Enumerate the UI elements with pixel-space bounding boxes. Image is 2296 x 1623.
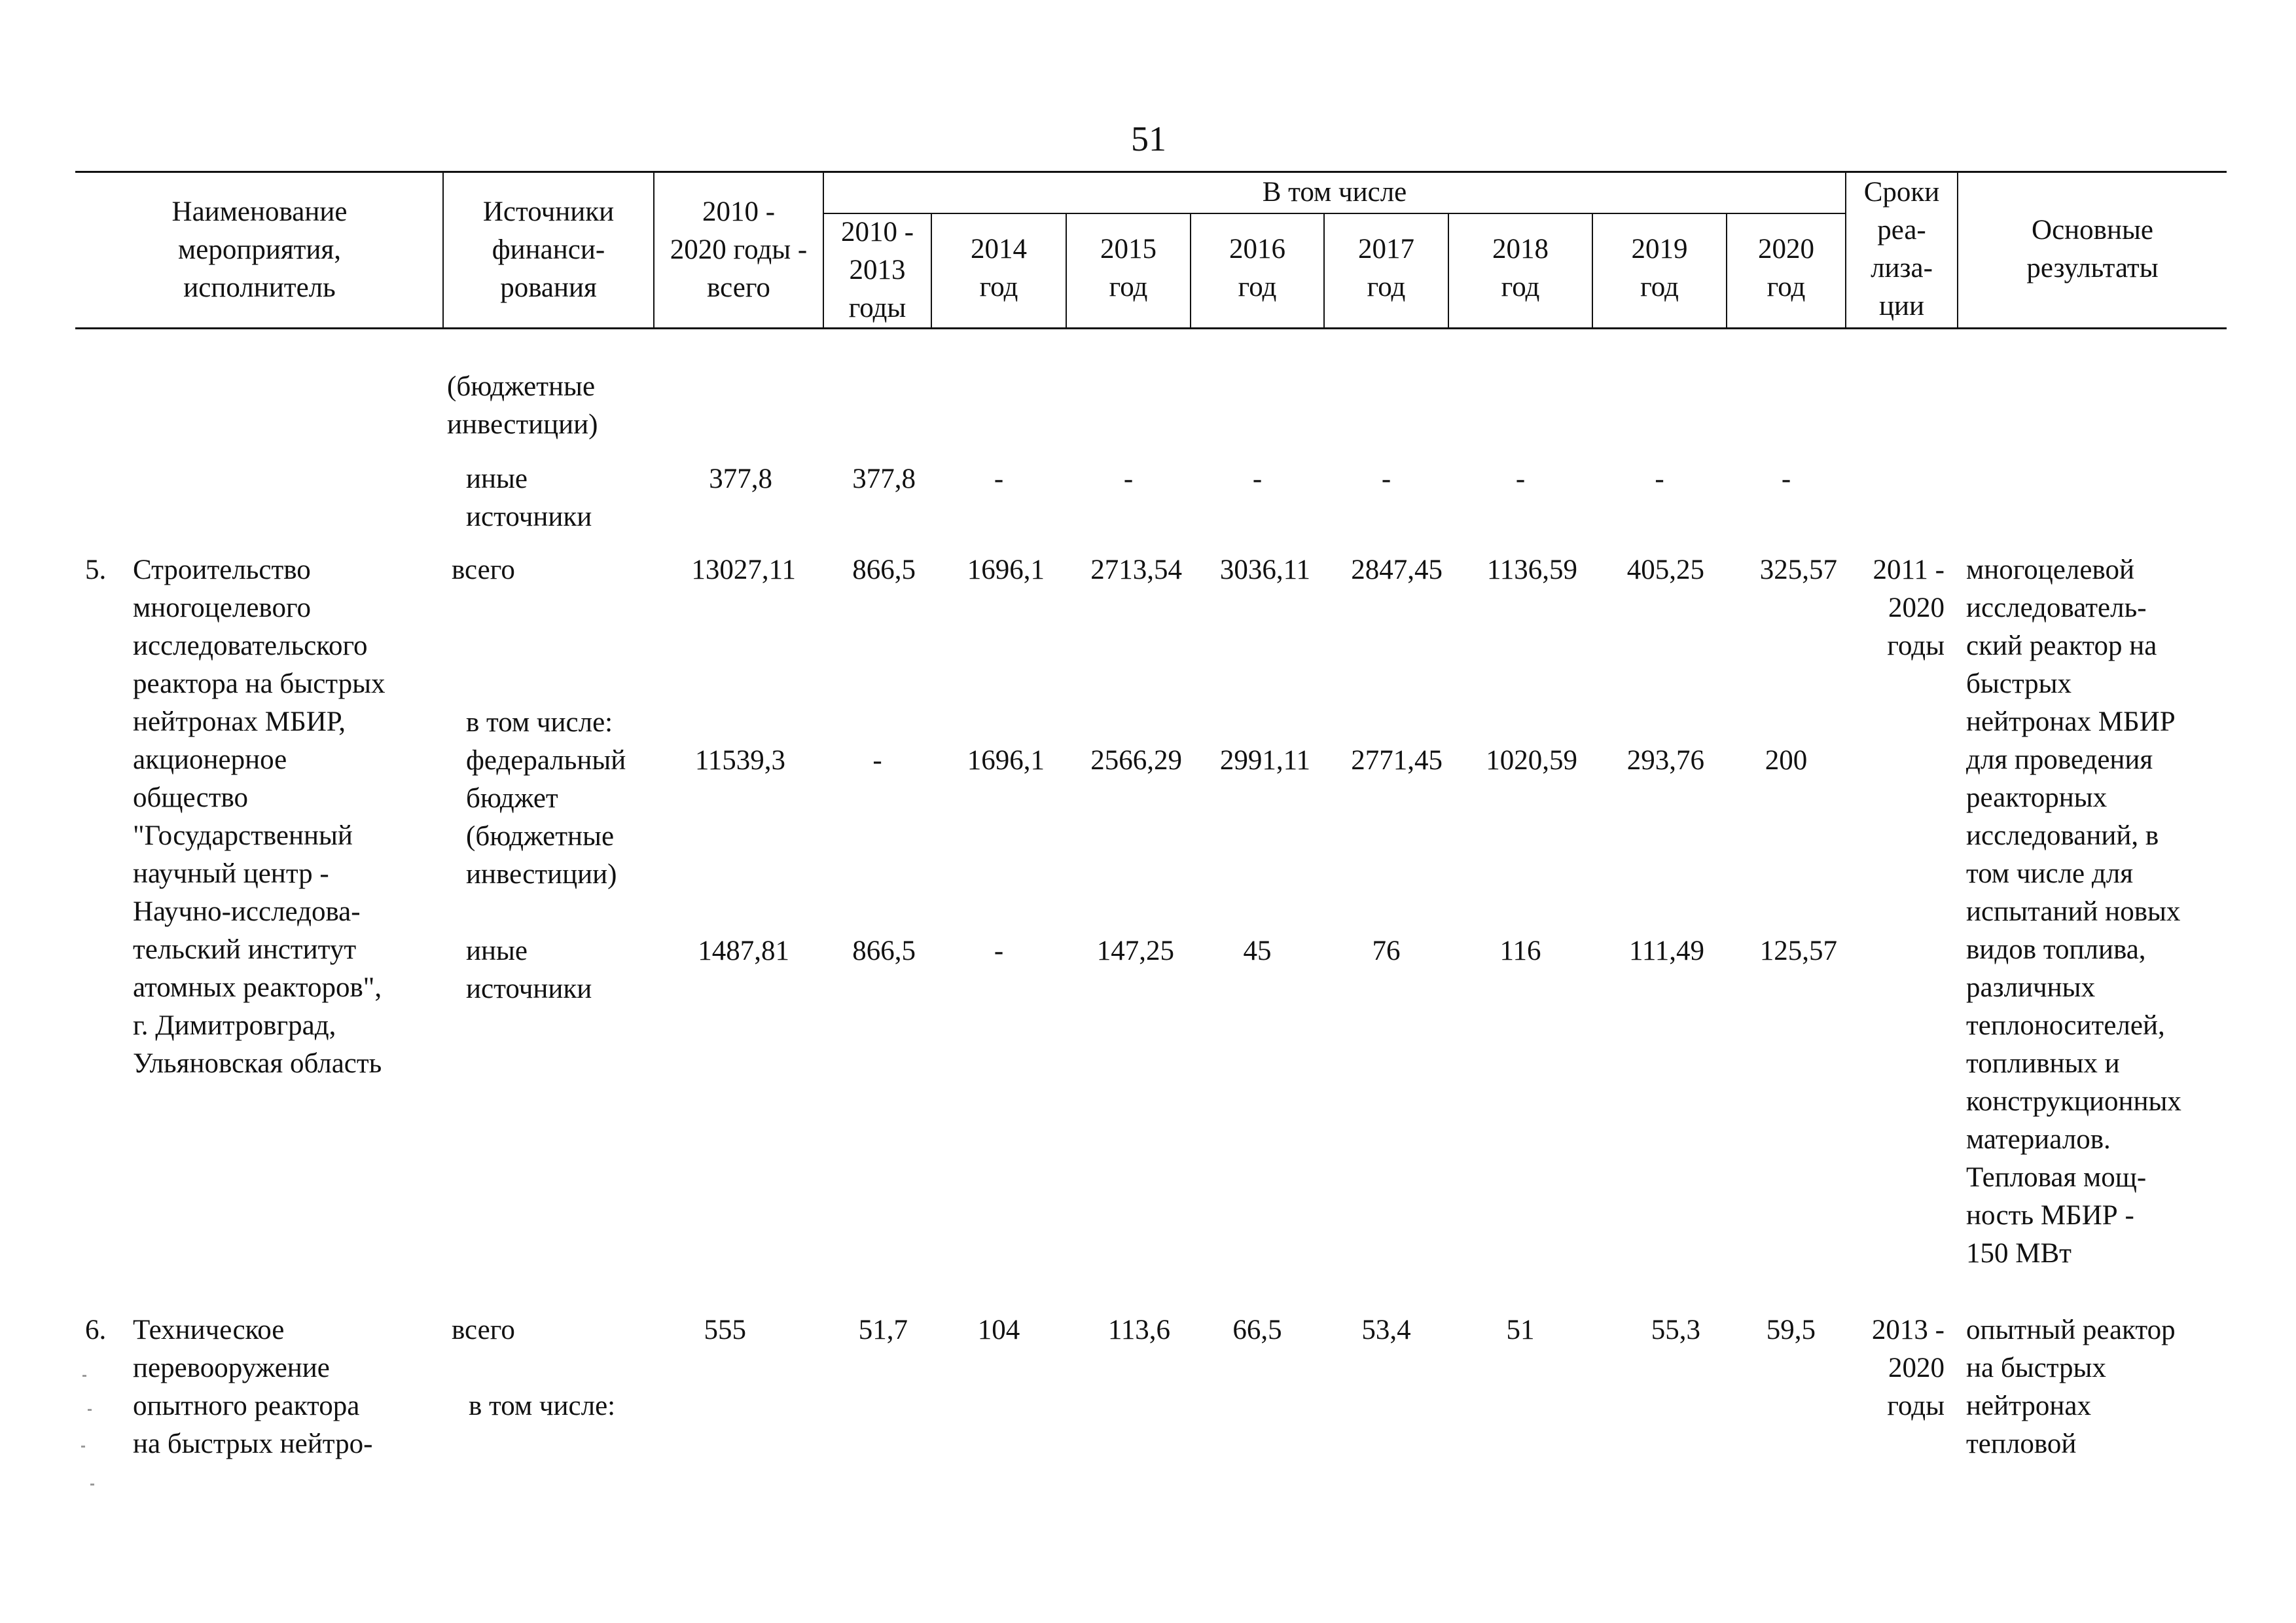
row5-terms: 2011 - 2020 годы [1873,555,1945,661]
row6-number: 6. [85,1315,107,1345]
row5-total-2015: 2713,54 [1090,555,1182,585]
row5-other-2016: 45 [1243,936,1272,966]
row5-federal-2015: 2566,29 [1090,745,1182,776]
row5-total-label: всего [452,555,515,585]
table-header-bottom-rule [75,327,2227,329]
cont-budget-note: (бюджетные инвестиции) [447,371,598,440]
header-sources-col: Источники финанси- рования [482,196,615,303]
header-group-label: В том числе [1262,177,1407,208]
row6-results: опытный реактор на быстрых нейтронах тепловой [1966,1315,2176,1459]
cont-other-2019: - [1655,464,1664,494]
row6-total-label: всего [452,1315,515,1345]
header-year-2018: 2018 год [1492,234,1549,302]
row5-total-2019: 405,25 [1626,555,1704,585]
row5-total-2014: 1696,1 [967,555,1045,585]
cont-other-2010-2013: 377,8 [852,464,916,494]
scan-marks [77,1368,103,1512]
header-terms-col: Сроки реа- лиза- ции [1863,177,1940,321]
row5-other-2019: 111,49 [1628,936,1704,966]
row5-total-2018: 1136,59 [1486,555,1577,585]
header-year-2014: 2014 год [971,234,1027,302]
header-year-2019: 2019 год [1631,234,1688,302]
row5-including-label: в том числе: [466,707,613,738]
row5-federal-total: 11539,3 [694,745,785,776]
row5-federal-2020: 200 [1765,745,1808,776]
header-total-col: 2010 - 2020 годы - всего [670,196,808,303]
row5-other-2020: 125,57 [1759,936,1837,966]
row5-other-label: иные источники [466,936,592,1004]
row5-results: многоцелевой исследователь- ский реактор на быстрых нейтронах МБИР для проведения реакторных исследований, в том числе для испытаний новых видов топлива, различных теплоносителей, топливных и конструкционных материалов. Тепловая мощ- ность МБИР - 150 МВт [1966,555,2181,1269]
row6-total-2017: 53,4 [1361,1315,1411,1345]
header-year-2017: 2017 год [1358,234,1414,302]
row5-other-2014: - [994,936,1004,966]
row5-number: 5. [85,555,107,585]
row5-other-2010-2013: 866,5 [852,936,916,966]
row6-total-sum: 555 [704,1315,746,1345]
row5-federal-2018: 1020,59 [1486,745,1577,776]
row5-federal-2014: 1696,1 [967,745,1045,776]
row5-total-2016: 3036,11 [1219,555,1310,585]
header-results-col: Основные результаты [2026,215,2159,283]
row5-total-2017: 2847,45 [1351,555,1443,585]
row5-measure-name: Строительство многоцелевого исследовательского реактора на быстрых нейтронах МБИР, акционерное общество "Государственный научный центр - Научно-исследова- тельский институт атомных реакторов", г. Димитровград, Ульяновская область [133,555,386,1079]
header-year-2015: 2015 год [1100,234,1157,302]
group-header-rule [823,213,1845,214]
row5-other-2017: 76 [1372,936,1401,966]
header-2010-2013-col: 2010 - 2013 годы [840,217,914,323]
row5-total-sum: 13027,11 [691,555,796,585]
row5-total-2010-2013: 866,5 [852,555,916,585]
cont-other-2016: - [1252,464,1263,494]
cont-other-2015: - [1123,464,1134,494]
row5-other-2015: 147,25 [1096,936,1174,966]
cont-other-2014: - [994,464,1004,494]
row6-measure-name: Техническое перевооружение опытного реактора на быстрых нейтро- [133,1315,373,1459]
row5-total-2020: 325,57 [1759,555,1837,585]
row5-other-2018: 116 [1499,936,1541,966]
cont-other-sources-label: иные источники [466,464,592,532]
row6-total-2016: 66,5 [1232,1315,1282,1345]
row6-total-2014: 104 [977,1315,1020,1345]
row5-federal-2019: 293,76 [1626,745,1704,776]
header-year-2020: 2020 год [1758,234,1814,302]
row5-federal-2017: 2771,45 [1351,745,1443,776]
row6-including-label: в том числе: [469,1391,616,1421]
row5-other-total: 1487,81 [698,936,789,966]
cont-other-2020: - [1781,464,1791,494]
row6-total-2018: 51 [1506,1315,1535,1345]
row5-federal-2010-2013: - [872,745,882,776]
row6-total-2010-2013: 51,7 [858,1315,908,1345]
row6-total-2020: 59,5 [1766,1315,1816,1345]
header-name-col: Наименование мероприятия, исполнитель [171,196,348,303]
row6-total-2015: 113,6 [1107,1315,1170,1345]
page-number: 51 [1131,119,1166,158]
row6-terms: 2013 - 2020 годы [1871,1315,1945,1421]
row5-federal-2016: 2991,11 [1219,745,1310,776]
row6-total-2019: 55,3 [1651,1315,1700,1345]
cont-other-2018: - [1515,464,1526,494]
cont-other-total: 377,8 [709,464,772,494]
row5-federal-label: федеральный бюджет (бюджетные инвестиции) [466,745,626,890]
cont-other-2017: - [1381,464,1391,494]
header-year-2016: 2016 год [1229,234,1285,302]
table-top-rule [75,171,2227,173]
